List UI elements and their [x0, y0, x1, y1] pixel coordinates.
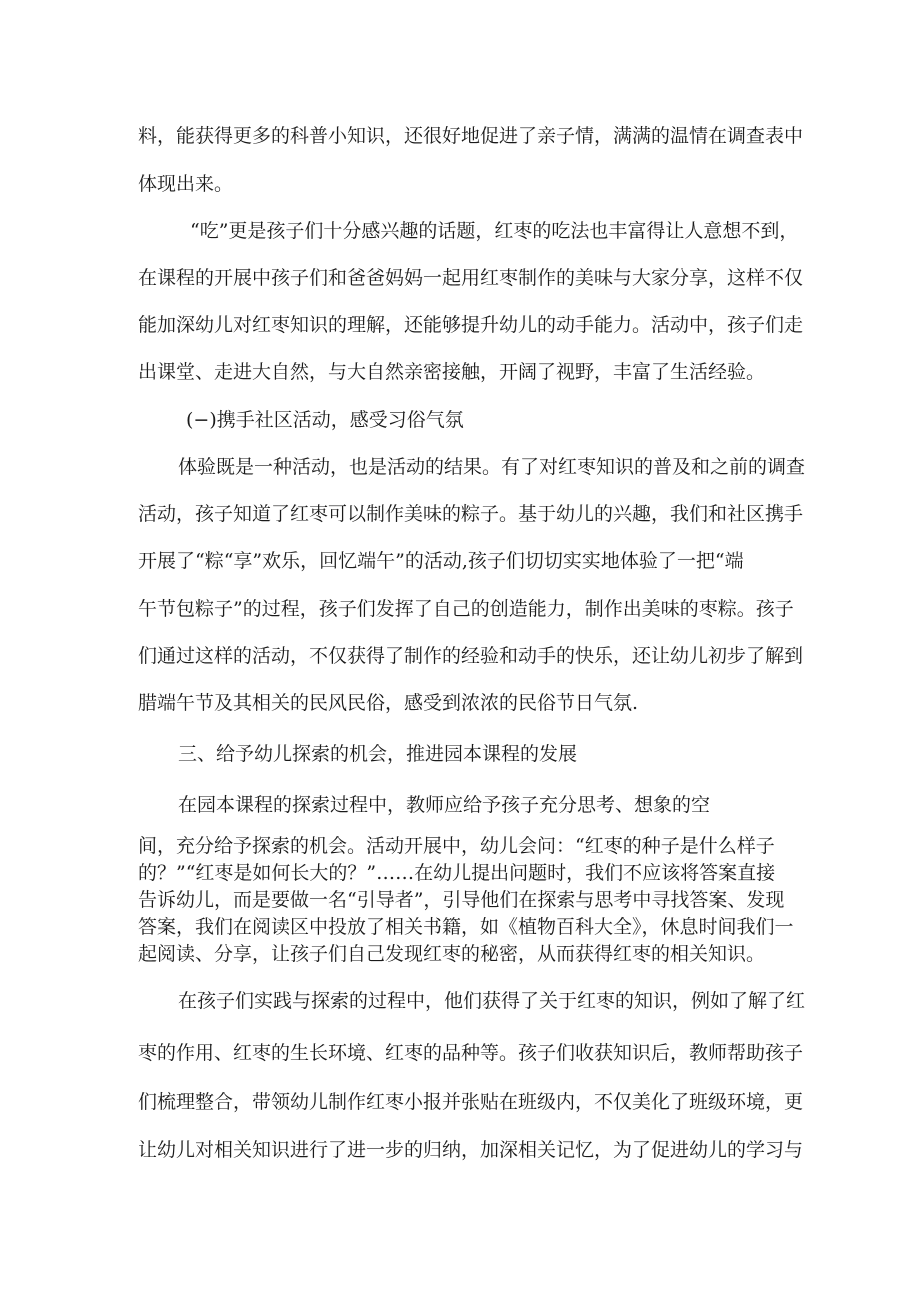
paragraph-line: 起阅读、分享，让孩子们自己发现红枣的秘密，从而获得红枣的相关知识。 — [138, 943, 766, 965]
paragraph-line: 枣的作用、红枣的生长环境、红枣的品种等。孩子们收获知识后，教师帮助孩子 — [138, 1042, 804, 1064]
paragraph-line: 间，充分给予探索的机会。活动开展中，幼儿会问：“红枣的种子是什么样子 — [138, 835, 775, 857]
paragraph-line: 能加深幼儿对红枣知识的理解，还能够提升幼儿的动手能力。活动中，孩子们走 — [138, 314, 804, 336]
paragraph-line: 午节包粽子”的过程，孩子们发挥了自己的创造能力，制作出美味的枣粽。孩子 — [138, 598, 794, 620]
section-heading: (−)携手社区活动，感受习俗气氛 — [186, 409, 464, 431]
paragraph-line: 在课程的开展中孩子们和爸爸妈妈一起用红枣制作的美味与大家分享，这样不仅 — [138, 267, 804, 289]
paragraph-line: 在孩子们实践与探索的过程中，他们获得了关于红枣的知识，例如了解了红 — [178, 990, 806, 1012]
paragraph-line: 在园本课程的探索过程中，教师应给予孩子充分思考、想象的空 — [178, 794, 711, 816]
paragraph-line: 体验既是一种活动，也是活动的结果。有了对红枣知识的普及和之前的调查 — [178, 456, 806, 478]
paragraph-line: 让幼儿对相关知识进行了进一步的归纳，加深相关记忆，为了促进幼儿的学习与 — [138, 1139, 804, 1161]
paragraph-line: 出课堂、走进大自然，与大自然亲密接触，开阔了视野，丰富了生活经验。 — [138, 361, 766, 383]
paragraph-line: 活动，孩子知道了红枣可以制作美味的粽子。基于幼儿的兴趣，我们和社区携手 — [138, 503, 804, 525]
paragraph-line: 腊端午节及其相关的民风民俗，感受到浓浓的民俗节日气氛. — [138, 692, 639, 714]
paragraph-line: 答案，我们在阅读区中投放了相关书籍，如《植物百科大全》，休息时间我们一 — [138, 916, 794, 938]
paragraph-line: 料，能获得更多的科普小知识，还很好地促进了亲子情，满满的温情在调查表中 — [138, 125, 804, 147]
section-heading: 三、给予幼儿探索的机会，推进园本课程的发展 — [178, 743, 578, 765]
paragraph-line: 们通过这样的活动，不仅获得了制作的经验和动手的快乐，还让幼儿初步了解到 — [138, 645, 804, 667]
paragraph-line: “吃”更是孩子们十分感兴趣的话题，红枣的吃法也丰富得让人意想不到， — [190, 220, 799, 242]
paragraph-line: 们梳理整合，带领幼儿制作红枣小报并张贴在班级内，不仅美化了班级环境，更 — [138, 1091, 804, 1113]
paragraph-line: 告诉幼儿，而是要做一名“引导者”，引导他们在探索与思考中寻找答案、发现 — [138, 889, 785, 911]
paragraph-line: 体现出来。 — [138, 173, 234, 195]
paragraph-line: 的？”“红枣是如何长大的？”……在幼儿提出问题时，我们不应该将答案直接 — [138, 862, 776, 884]
paragraph-line: 开展了“粽“享”欢乐，回忆端午”的活动,孩子们切切实实地体验了一把“端 — [138, 550, 744, 572]
